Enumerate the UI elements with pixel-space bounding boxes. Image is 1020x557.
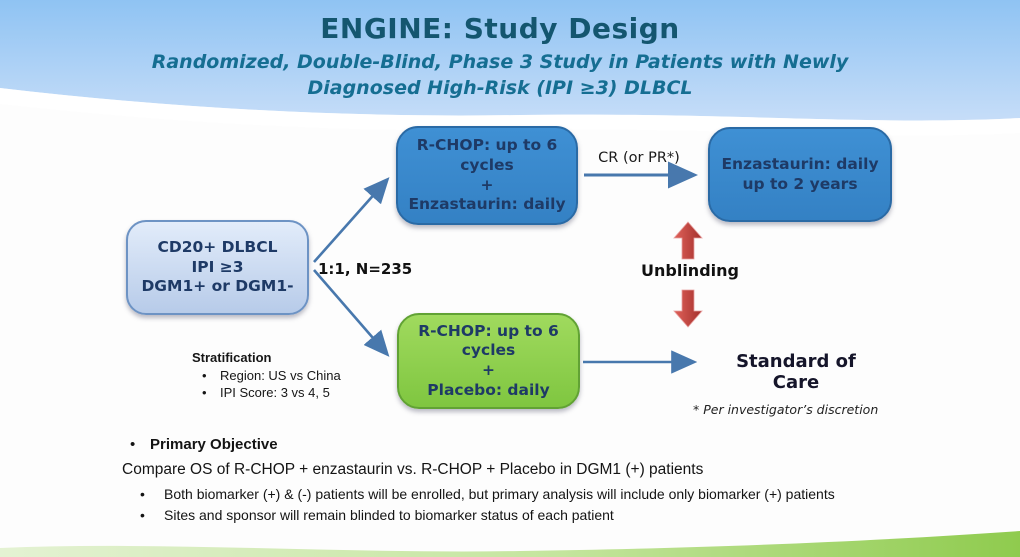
arm1-line: Enzastaurin: daily [408,195,566,214]
arm2-box [397,313,580,409]
arm2-line: R-CHOP: up to 6 [418,321,559,340]
maintenance-box [708,127,892,222]
stratification-block [192,350,341,400]
arm2-line: + [482,361,495,379]
arm1-line: cycles [460,155,514,174]
stratification-item: • IPI Score: 3 vs 4, 5 [192,385,341,400]
objective-heading: • Primary Objective [122,436,1002,453]
objective-bullet: • Both biomarker (+) & (-) patients will be enrolled, but primary analysis will include only biomarker (+) patients [122,486,1002,502]
branch-arrow-down [314,270,386,353]
page-subtitle [0,50,1000,101]
unblinding-up-arrow [674,222,702,259]
arm1-line: + [480,175,494,194]
footnote: * Per investigator’s discretion [693,402,879,417]
population-box [126,220,309,315]
response-label: CR (or PR*) [598,150,680,166]
arm2-line: Placebo: daily [427,380,550,399]
standard-of-care-label: Standard of Care [736,351,856,393]
header [0,12,1000,101]
stratification-heading: Stratification [192,350,272,365]
branch-arrow-up [314,181,386,262]
unblinding-down-arrow [674,290,702,327]
population-line: CD20+ DLBCL [157,238,278,257]
objective-description: Compare OS of R-CHOP + enzastaurin vs. R-CHOP + Placebo in DGM1 (+) patients [122,461,704,478]
population-line: IPI ≥3 [191,257,244,276]
arm1-line: R-CHOP: up to 6 [416,136,558,155]
subtitle-line-2: Diagnosed High-Risk (IPI ≥3) DLBCL [307,76,693,99]
page-title: ENGINE: Study Design [320,12,680,45]
stratification-item: • Region: US vs China [192,368,341,383]
maintenance-line: Enzastaurin: daily [721,154,879,173]
unblinding-label: Unblinding [641,261,739,280]
randomization-label: 1:1, N=235 [318,260,413,278]
population-line: DGM1+ or DGM1- [141,277,294,296]
objective-block [122,436,1002,523]
maintenance-line: up to 2 years [742,174,858,193]
subtitle-line-1: Randomized, Double-Blind, Phase 3 Study in Patients with Newly [151,51,849,73]
objective-bullet: • Sites and sponsor will remain blinded to biomarker status of each patient [122,507,1002,523]
arm1-box [396,126,578,225]
objective-bullets [122,486,1002,523]
arm2-line: cycles [461,341,516,360]
